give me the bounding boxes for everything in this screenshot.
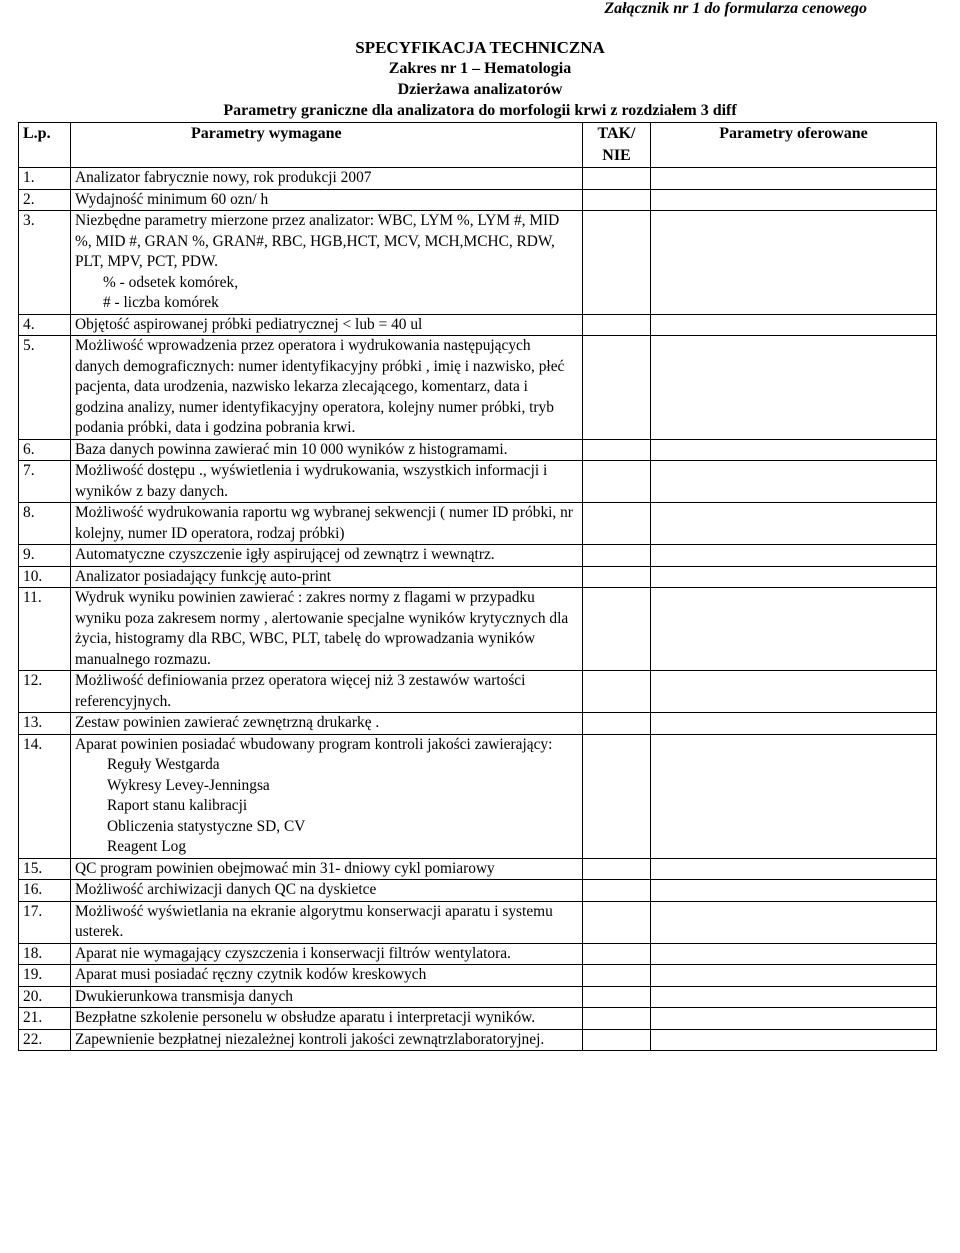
row-requirement bbox=[71, 588, 583, 671]
tak-nie-cell[interactable] bbox=[583, 503, 651, 545]
offered-cell[interactable] bbox=[651, 336, 937, 440]
row-number: 22. bbox=[19, 1029, 71, 1051]
requirement-text: Aparat musi posiadać ręczny czytnik kodów kreskowych bbox=[75, 966, 427, 983]
row-requirement bbox=[71, 566, 583, 588]
table-row bbox=[19, 671, 937, 713]
row-number: 8. bbox=[19, 503, 71, 545]
row-number: 1. bbox=[19, 168, 71, 190]
requirement-text: Wydajność minimum 60 ozn/ h bbox=[75, 190, 269, 208]
table-row bbox=[19, 314, 937, 336]
table-row bbox=[19, 901, 937, 943]
offered-cell[interactable] bbox=[651, 545, 937, 567]
tak-nie-cell[interactable] bbox=[583, 1029, 651, 1051]
table-row bbox=[19, 503, 937, 545]
tak-nie-cell[interactable] bbox=[583, 965, 651, 987]
row-requirement bbox=[71, 189, 583, 211]
row-requirement bbox=[71, 713, 583, 735]
offered-cell[interactable] bbox=[651, 965, 937, 987]
table-row bbox=[19, 1029, 937, 1051]
offered-cell[interactable] bbox=[651, 189, 937, 211]
requirement-text: Automatyczne czyszczenie igły aspirującej od zewnątrz i wewnątrz. bbox=[75, 546, 495, 563]
table-row bbox=[19, 858, 937, 880]
requirement-text: Aparat nie wymagający czyszczenia i konserwacji filtrów wentylatora. bbox=[75, 944, 511, 962]
offered-cell[interactable] bbox=[651, 734, 937, 858]
row-requirement bbox=[71, 943, 583, 965]
row-number: 10. bbox=[19, 566, 71, 588]
row-number: 16. bbox=[19, 880, 71, 902]
requirement-text: Objętość aspirowanej próbki pediatrycznej < lub = 40 ul bbox=[75, 315, 423, 333]
row-number: 17. bbox=[19, 901, 71, 943]
table-row bbox=[19, 734, 937, 858]
requirement-text: Analizator posiadający funkcję auto-print bbox=[75, 567, 331, 585]
requirement-text: Możliwość dostępu ., wyświetlenia i wydrukowania, wszystkich informacji i wyników z bazy danych. bbox=[75, 462, 548, 500]
requirement-note: # - liczba komórek bbox=[103, 294, 219, 311]
offered-cell[interactable] bbox=[651, 566, 937, 588]
requirement-text: QC program powinien obejmować min 31- dniowy cykl pomiarowy bbox=[75, 859, 495, 877]
table-row bbox=[19, 588, 937, 671]
tak-nie-cell[interactable] bbox=[583, 545, 651, 567]
tak-nie-cell[interactable] bbox=[583, 1008, 651, 1030]
tak-nie-cell[interactable] bbox=[583, 671, 651, 713]
row-number: 11. bbox=[19, 588, 71, 671]
requirement-text: Wydruk wyniku powinien zawierać : zakres normy z flagami w przypadku wyniku poza zakresem normy , alertowanie specjalne wyników krytycznych dla życia, histogramy dla RBC, WBC, PLT, tabelę do wprowadzania wyników manualnego rozmazu. bbox=[75, 589, 569, 668]
table-header-row bbox=[19, 123, 937, 168]
table-row bbox=[19, 211, 937, 315]
row-number: 12. bbox=[19, 671, 71, 713]
table-row bbox=[19, 880, 937, 902]
row-requirement bbox=[71, 545, 583, 567]
requirement-text: Dwukierunkowa transmisja danych bbox=[75, 987, 293, 1005]
spec-table bbox=[18, 122, 937, 1051]
row-number: 5. bbox=[19, 336, 71, 440]
row-number: 14. bbox=[19, 734, 71, 858]
tak-nie-cell[interactable] bbox=[583, 986, 651, 1008]
requirement-subitem: Reagent Log bbox=[107, 838, 187, 855]
tak-nie-cell[interactable] bbox=[583, 211, 651, 315]
row-requirement bbox=[71, 1008, 583, 1030]
table-row bbox=[19, 713, 937, 735]
table-row bbox=[19, 168, 937, 190]
row-number: 7. bbox=[19, 461, 71, 503]
tak-nie-cell[interactable] bbox=[583, 168, 651, 190]
requirement-subitem: Reguły Westgarda bbox=[107, 756, 220, 773]
requirement-note: % - odsetek komórek, bbox=[103, 273, 239, 291]
offered-cell[interactable] bbox=[651, 461, 937, 503]
row-number: 19. bbox=[19, 965, 71, 987]
row-number: 13. bbox=[19, 713, 71, 735]
tak-nie-cell[interactable] bbox=[583, 314, 651, 336]
row-requirement bbox=[71, 901, 583, 943]
offered-cell[interactable] bbox=[651, 943, 937, 965]
row-requirement bbox=[71, 1029, 583, 1051]
tak-nie-cell[interactable] bbox=[583, 336, 651, 440]
table-body bbox=[19, 168, 937, 1051]
tak-nie-cell[interactable] bbox=[583, 880, 651, 902]
tak-nie-cell[interactable] bbox=[583, 858, 651, 880]
offered-cell[interactable] bbox=[651, 671, 937, 713]
table-row bbox=[19, 439, 937, 461]
offered-cell[interactable] bbox=[651, 1029, 937, 1051]
row-requirement bbox=[71, 211, 583, 315]
table-row bbox=[19, 336, 937, 440]
row-requirement bbox=[71, 858, 583, 880]
row-number: 21. bbox=[19, 1008, 71, 1030]
requirement-subitem: Obliczenia statystyczne SD, CV bbox=[107, 817, 306, 835]
table-row bbox=[19, 545, 937, 567]
requirement-text: Baza danych powinna zawierać min 10 000 wyników z histogramami. bbox=[75, 440, 508, 458]
offered-cell[interactable] bbox=[651, 588, 937, 671]
offered-cell[interactable] bbox=[651, 1008, 937, 1030]
tak-nie-cell[interactable] bbox=[583, 189, 651, 211]
title-params: Parametry graniczne dla analizatora do morfologii krwi z rozdziałem 3 diff bbox=[223, 102, 737, 119]
requirement-text: Bezpłatne szkolenie personelu w obsłudze aparatu i interpretacji wyników. bbox=[75, 1009, 536, 1026]
tak-nie-cell[interactable] bbox=[583, 461, 651, 503]
attachment-label: Załącznik nr 1 do formularza cenowego bbox=[604, 0, 867, 17]
col-header-offered: Parametry oferowane bbox=[651, 123, 937, 168]
table-row bbox=[19, 1008, 937, 1030]
row-requirement bbox=[71, 734, 583, 858]
title-lease: Dzierżawa analizatorów bbox=[397, 81, 563, 98]
requirement-text: Aparat powinien posiadać wbudowany program kontroli jakości zawierający: bbox=[75, 735, 553, 753]
col-header-tak-nie: TAK/ NIE bbox=[583, 123, 651, 168]
requirement-text: Możliwość definiowania przez operatora więcej niż 3 zestawów wartości referencyjnych. bbox=[75, 672, 526, 710]
table-row bbox=[19, 189, 937, 211]
requirement-text: Możliwość wyświetlania na ekranie algorytmu konserwacji aparatu i systemu usterek. bbox=[75, 902, 553, 940]
requirement-subitem: Wykresy Levey-Jenningsa bbox=[107, 776, 270, 794]
requirement-text: Analizator fabrycznie nowy, rok produkcji 2007 bbox=[75, 169, 372, 186]
col-header-required: Parametry wymagane bbox=[71, 123, 583, 168]
offered-cell[interactable] bbox=[651, 986, 937, 1008]
offered-cell[interactable] bbox=[651, 503, 937, 545]
row-requirement bbox=[71, 439, 583, 461]
row-requirement bbox=[71, 336, 583, 440]
requirement-text: Możliwość wprowadzenia przez operatora i wydrukowania następujących danych demograficznych: numer identyfikacyjny próbki , imię i nazwisko, płeć pacjenta, data urodzenia, nazwisko lekarza zlecającego, komentarz, data i godzina analizy, numer identyfikacyjny operatora, kolejny numer próbki, tryb podania próbki, data i godzina pobrania krwi. bbox=[75, 337, 565, 436]
offered-cell[interactable] bbox=[651, 880, 937, 902]
row-number: 18. bbox=[19, 943, 71, 965]
offered-cell[interactable] bbox=[651, 168, 937, 190]
requirement-text: Możliwość archiwizacji danych QC na dyskietce bbox=[75, 881, 377, 898]
offered-cell[interactable] bbox=[651, 314, 937, 336]
title-range: Zakres nr 1 – Hematologia bbox=[388, 60, 572, 77]
row-requirement bbox=[71, 461, 583, 503]
title-spec: SPECYFIKACJA TECHNICZNA bbox=[355, 38, 605, 57]
offered-cell[interactable] bbox=[651, 211, 937, 315]
row-requirement bbox=[71, 986, 583, 1008]
table-row bbox=[19, 566, 937, 588]
requirement-text: Zestaw powinien zawierać zewnętrzną drukarkę . bbox=[75, 714, 380, 731]
tak-nie-cell[interactable] bbox=[583, 943, 651, 965]
offered-cell[interactable] bbox=[651, 713, 937, 735]
requirement-text: Niezbędne parametry mierzone przez analizator: WBC, LYM %, LYM #, MID %, MID #, GRAN %, GRAN#, RBC, HGB,HCT, MCV, MCH,MCHC, RDW, PLT, MPV, PCT, PDW. bbox=[75, 212, 560, 270]
row-number: 20. bbox=[19, 986, 71, 1008]
tak-nie-cell[interactable] bbox=[583, 439, 651, 461]
tak-nie-cell[interactable] bbox=[583, 713, 651, 735]
tak-nie-cell[interactable] bbox=[583, 901, 651, 943]
col-header-lp: L.p. bbox=[19, 123, 71, 168]
row-requirement bbox=[71, 880, 583, 902]
row-number: 9. bbox=[19, 545, 71, 567]
row-number: 15. bbox=[19, 858, 71, 880]
row-number: 4. bbox=[19, 314, 71, 336]
row-requirement bbox=[71, 671, 583, 713]
offered-cell[interactable] bbox=[651, 901, 937, 943]
tak-nie-cell[interactable] bbox=[583, 566, 651, 588]
requirement-text: Możliwość wydrukowania raportu wg wybranej sekwencji ( numer ID próbki, nr kolejny, numer ID operatora, rodzaj próbki) bbox=[75, 504, 573, 542]
row-requirement bbox=[71, 965, 583, 987]
requirement-subitem: Raport stanu kalibracji bbox=[107, 797, 248, 814]
table-row bbox=[19, 986, 937, 1008]
offered-cell[interactable] bbox=[651, 858, 937, 880]
table-row bbox=[19, 965, 937, 987]
tak-nie-cell[interactable] bbox=[583, 588, 651, 671]
row-requirement bbox=[71, 314, 583, 336]
table-row bbox=[19, 943, 937, 965]
offered-cell[interactable] bbox=[651, 439, 937, 461]
tak-nie-cell[interactable] bbox=[583, 734, 651, 858]
row-number: 6. bbox=[19, 439, 71, 461]
row-number: 3. bbox=[19, 211, 71, 315]
table-row bbox=[19, 461, 937, 503]
requirement-text: Zapewnienie bezpłatnej niezależnej kontroli jakości zewnątrzlaboratoryjnej. bbox=[75, 1030, 545, 1048]
row-number: 2. bbox=[19, 189, 71, 211]
row-requirement bbox=[71, 503, 583, 545]
row-requirement bbox=[71, 168, 583, 190]
